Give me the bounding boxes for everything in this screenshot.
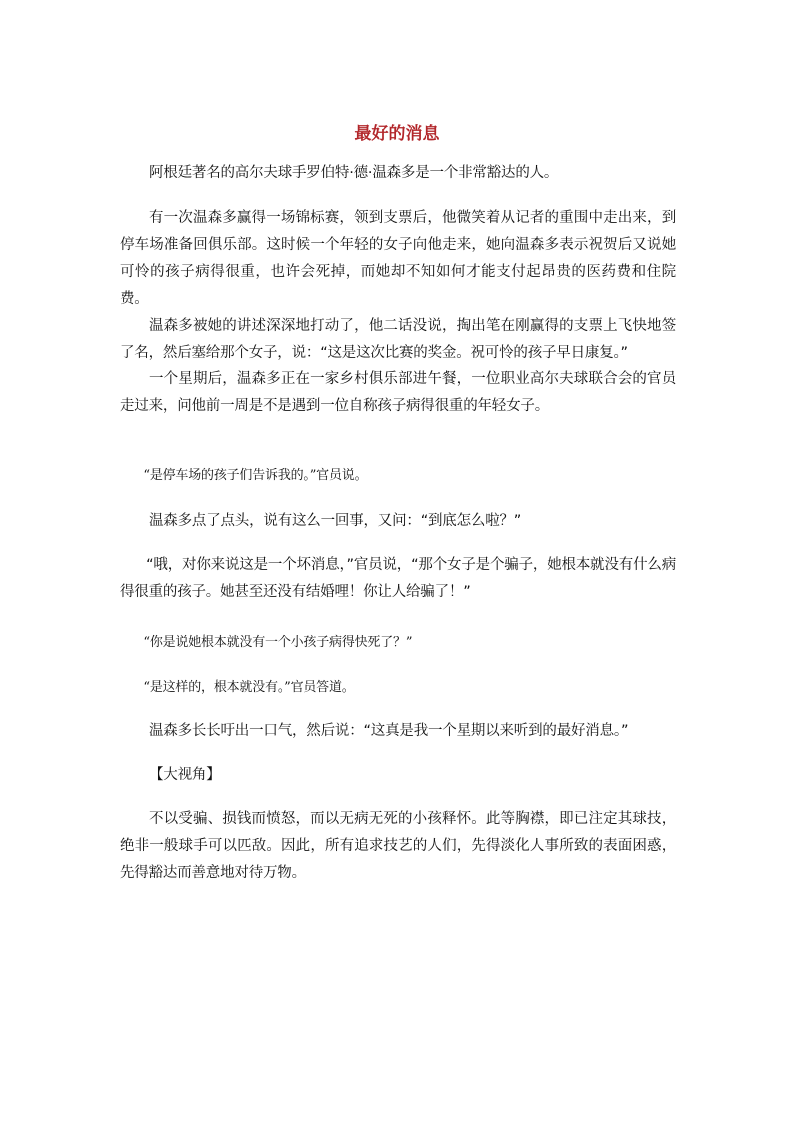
paragraph-intro: 阿根廷著名的高尔夫球手罗伯特·德·温森多是一个非常豁达的人。 bbox=[149, 165, 559, 181]
paragraph-bad-news: “哦，对你来说这是一个坏消息，”官员说，“那个女子是个骗子，她根本就没有什么病得很重的孩子。她甚至还没有结婚哩！你让人给骗了！” bbox=[120, 557, 676, 600]
paragraph-week-later: 一个星期后，温森多正在一家乡村俱乐部进午餐，一位职业高尔夫球联合会的官员走过来，问他前一周是不是遇到一位自称孩子病得很重的年轻女子。 bbox=[120, 371, 676, 414]
paragraph-signs-check: 温森多被她的讲述深深地打动了，他二话没说，掏出笔在刚赢得的支票上飞快地签了名，然后塞给那个女子，说：“这是这次比赛的奖金。祝可怜的孩子早日康复。” bbox=[120, 318, 676, 361]
page-title: 最好的消息 bbox=[354, 124, 440, 144]
section-heading-perspective: 【大视角】 bbox=[149, 767, 221, 783]
paragraph-question: “你是说她根本就没有一个小孩子病得快死了？” bbox=[143, 635, 413, 650]
paragraph-commentary: 不以受骗、损钱而愤怒，而以无病无死的小孩释怀。此等胸襟，即已注定其球技，绝非一般球手可以匹敌。因此，所有追求技艺的人们，先得淡化人事所致的表面困惑，先得豁达而善意地对待万物。 bbox=[120, 811, 676, 881]
paragraph-official-said: “是停车场的孩子们告诉我的。”官员说。 bbox=[143, 468, 368, 483]
paragraph-nodded: 温森多点了点头，说有这么一回事，又问：“到底怎么啦？” bbox=[149, 513, 522, 529]
paragraph-best-news: 温森多长长吁出一口气，然后说：“这真是我一个星期以来听到的最好消息。” bbox=[149, 723, 629, 739]
paragraph-tournament: 有一次温森多赢得一场锦标赛，领到支票后，他微笑着从记者的重围中走出来，到停车场准备回俱乐部。这时候一个年轻的女子向他走来，她向温森多表示祝贺后又说她可怜的孩子病得很重，也许会死掉，而她却不知如何才能支付起昂贵的医药费和住院费。 bbox=[120, 210, 676, 307]
paragraph-answer: “是这样的，根本就没有。”官员答道。 bbox=[143, 680, 355, 695]
